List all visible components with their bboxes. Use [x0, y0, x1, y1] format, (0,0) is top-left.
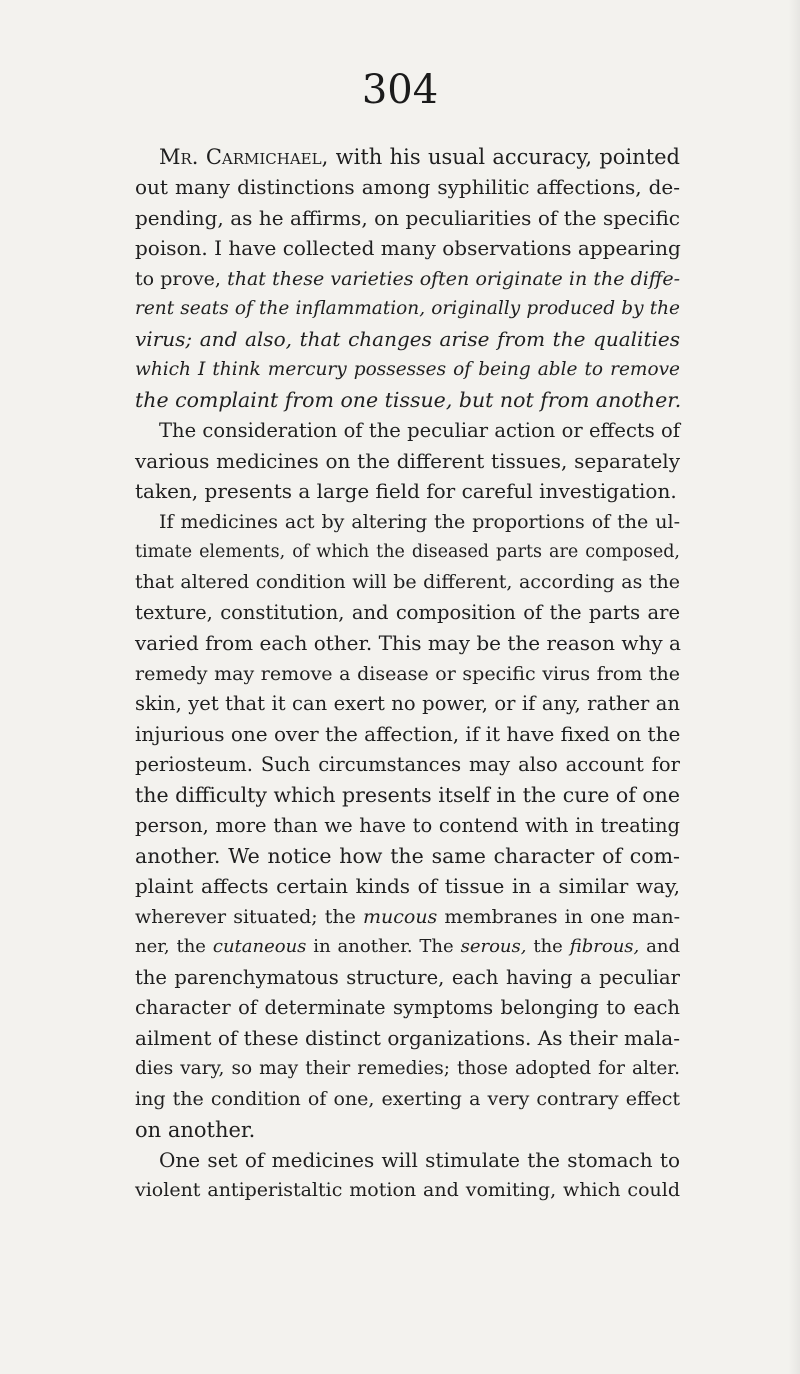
- text-line: on another.: [135, 1117, 256, 1142]
- text-line: injurious one over the affection, if it have fixed on the: [135, 722, 681, 747]
- text-line: the difficulty which presents itself in the cure of one: [135, 783, 680, 808]
- text-line: that altered condition will be different, according as the: [135, 571, 680, 594]
- text-line: pending, as he affirms, on peculiarities of the specific: [135, 205, 680, 230]
- text-line: varied from each other. This may be the reason why a: [135, 631, 681, 656]
- text-line: One set of medicines will stimulate the stomach to: [159, 1147, 680, 1172]
- text-line: plaint affects certain kinds of tissue in a similar way,: [135, 874, 680, 899]
- text-line: various medicines on the different tissues, separately: [135, 448, 680, 473]
- text-line: ailment of these distinct organizations. As their mala-: [135, 1026, 680, 1051]
- text-line: Mr. Carmichael, with his usual accuracy, pointed: [159, 145, 681, 169]
- text-line: If medicines act by altering the proportions of the ul-: [159, 510, 680, 533]
- text-line: wherever situated; the mucous membranes in one man-: [135, 905, 680, 928]
- text-line: the parenchymatous structure, each having a peculiar: [135, 965, 680, 989]
- text-line: dies vary, so may their remedies; those adopted for alter.: [135, 1057, 680, 1079]
- text-line: remedy may remove a disease or specific virus from the: [135, 662, 680, 685]
- text-line: person, more than we have to contend with in treating: [135, 813, 680, 837]
- text-line: ing the condition of one, exerting a very contrary effect: [135, 1088, 680, 1111]
- text-line: virus; and also, that changes arise from the qualities: [135, 327, 680, 352]
- page-number: 304: [361, 67, 439, 113]
- page-edge-shadow: [788, 0, 800, 1374]
- text-line: The consideration of the peculiar action or effects of: [159, 418, 680, 442]
- text-line: to prove, that these varieties often originate in the diffe-: [135, 267, 681, 290]
- text-line: which I think mercury possesses of being able to remove: [135, 358, 680, 380]
- body-text: [135, 142, 680, 1206]
- text-line: texture, constitution, and composition of the parts are: [135, 600, 680, 624]
- text-line: ner, the cutaneous in another. The serous, the fibrous, and: [135, 936, 681, 958]
- text-line: violent antiperistaltic motion and vomiting, which could: [135, 1179, 680, 1202]
- text-line: character of determinate symptoms belonging to each: [135, 995, 680, 1019]
- text-line: periosteum. Such circumstances may also account for: [135, 752, 680, 776]
- text-line: the complaint from one tissue, but not from another.: [135, 388, 682, 413]
- text-line: timate elements, of which the diseased parts are composed,: [135, 542, 680, 563]
- text-line: out many distinctions among syphilitic affections, de-: [135, 175, 680, 200]
- text-line: taken, presents a large field for careful investigation.: [135, 479, 677, 504]
- author-name: Mr. Carmichael,: [159, 145, 329, 169]
- text-line: rent seats of the inflammation, originally produced by the: [135, 297, 680, 319]
- text-line: skin, yet that it can exert no power, or if any, rather an: [135, 692, 680, 716]
- text-line: another. We notice how the same character of com-: [135, 843, 680, 868]
- text-line: poison. I have collected many observations appearing: [135, 236, 681, 261]
